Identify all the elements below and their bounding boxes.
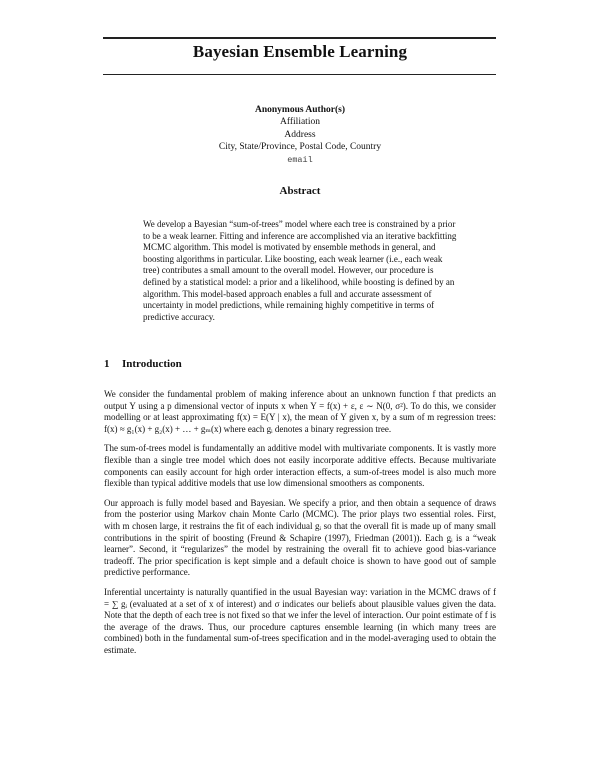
author-email: email: [287, 154, 313, 165]
author-affiliation: Affiliation: [280, 117, 320, 128]
paragraph: The sum-of-trees model is fundamentally an additive model with multivariate components. It is vastly more flexible than a single tree model which does not easily incorporate additive effects. Because multivariate components can easily account for high order interaction effects, a sum-of-trees model is also much more flexible than typical additive models that use low dimensional smoothers as components.: [104, 443, 496, 489]
paper-title: Bayesian Ensemble Learning: [192, 42, 408, 61]
author-address: Address: [284, 129, 316, 140]
section-title: Introduction: [122, 358, 182, 370]
title-top-rule: [103, 37, 496, 39]
paragraph: Inferential uncertainty is naturally quantified in the usual Bayesian way: variation in the MCMC draws of f = ∑ gᵢ (evaluated at a set of x of interest) and σ indicates our beliefs about plausible values given the data. Note that the depth of each tree is not fixed so that we infer the level of interaction. Our point estimate of f is the average of the draws. Thus, our procedure captures ensemble learning (in which many trees are combined) both in the fundamental sum-of-trees specification and in the model-averaging used to obtain the estimate.: [104, 586, 496, 655]
title-bottom-rule: [103, 74, 496, 75]
author-city: City, State/Province, Postal Code, Country: [218, 142, 382, 153]
abstract-text: We develop a Bayesian “sum-of-trees” model where each tree is constrained by a prior to be a weak learner. Fitting and inference are accomplished via an iterative backfitting MCMC algorithm. This model is motivated by ensemble methods in general, and boosting algorithms in particular. Like boosting, each weak learner (i.e., each weak tree) contributes a small amount to the overall model. However, our procedure is defined by a statistical model: a prior and a likelihood, while boosting is defined by an algorithm. This model-based approach enables a full and accurate assessment of uncertainty in model predictions, while remaining highly competitive in terms of predictive accuracy.: [143, 219, 457, 322]
abstract-heading: Abstract: [279, 185, 321, 197]
section-number: 1: [104, 358, 110, 370]
author-block: [0, 104, 600, 166]
author-name: Anonymous Author(s): [254, 105, 345, 115]
paragraph: Our approach is fully model based and Bayesian. We specify a prior, and then obtain a sequence of draws from the posterior using Markov chain Monte Carlo (MCMC). The prior plays two essential roles. First, with m chosen large, it restrains the fit of each individual gᵢ so that the overall fit is made up of many small contributions in the spirit of boosting (Freund & Schapire (1997), Friedman (2001)). Each gᵢ is a “weak learner”. Second, it “regularizes” the model by restraining the overall fit to achieve good bias-variance tradeoff. The prior specification is kept simple and a default choice is shown to have good out of sample predictive performance.: [104, 497, 496, 578]
section-heading: [104, 358, 182, 370]
section-body: [104, 389, 496, 664]
paragraph: We consider the fundamental problem of making inference about an unknown function f that predicts an output Y using a p dimensional vector of inputs x when Y = f(x) + ε, ε ∼ N(0, σ²). To do this, we consider modelling or at least approximating f(x) = E(Y | x), the mean of Y given x, by a sum of m regression trees: f(x) ≈ g₁(x) + g₂(x) + … + gₘ(x) where each gᵢ denotes a binary regression tree.: [104, 389, 496, 434]
